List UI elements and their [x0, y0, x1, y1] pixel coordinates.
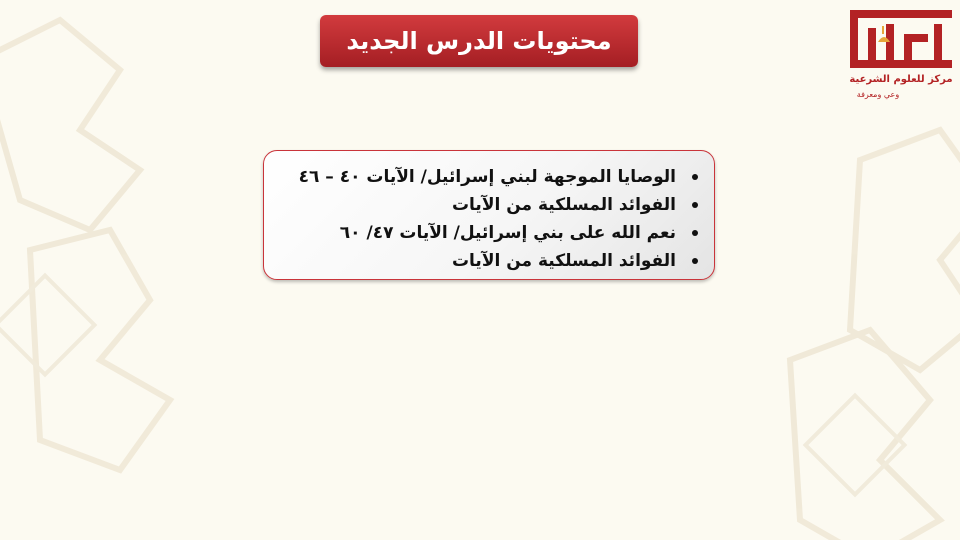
list-item [299, 219, 698, 247]
bullet-icon [692, 258, 698, 264]
point-text: الوصايا الموجهة لبني إسرائيل/ الآيات ٤٠ – ٤٦ [298, 167, 676, 187]
slide-title: محتويات الدرس الجديد [346, 27, 612, 55]
point-text: الفوائد المسلكية من الآيات [451, 195, 676, 215]
point-text: الفوائد المسلكية من الآيات [451, 251, 676, 271]
list-item [299, 247, 698, 275]
list-item [299, 191, 698, 219]
logo-slogan: وعي ومعرفة [856, 90, 900, 99]
bullet-icon [692, 202, 698, 208]
points-list [299, 163, 698, 275]
bullet-icon [692, 230, 698, 236]
content-box [263, 150, 715, 280]
title-banner [320, 15, 638, 67]
point-text: نعم الله على بني إسرائيل/ الآيات ٤٧/ ٦٠ [339, 223, 676, 243]
logo-subtitle: مركز للعلوم الشرعية [849, 74, 953, 85]
list-item [299, 163, 698, 191]
bullet-icon [692, 174, 698, 180]
